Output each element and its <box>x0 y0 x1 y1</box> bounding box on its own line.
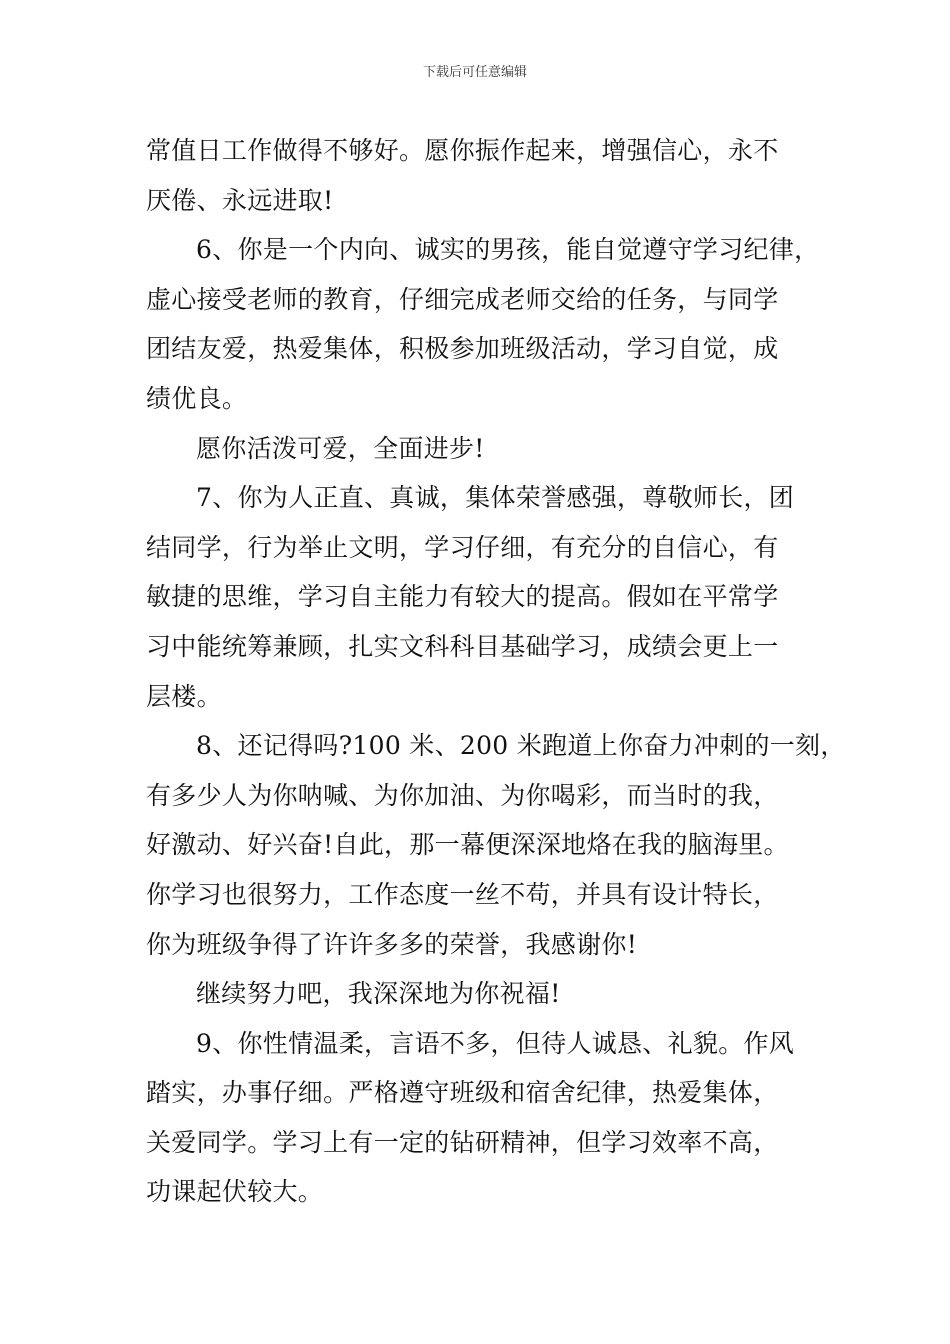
text-line: 8、还记得吗?100 米、200 米跑道上你奋力冲刺的一刻， <box>196 731 846 761</box>
text-line: 愿你活泼可爱，全面进步! <box>196 433 485 463</box>
text-line: 绩优良。 <box>146 383 248 413</box>
text-line: 结同学，行为举止文明，学习仔细，有充分的自信心，有 <box>146 532 779 562</box>
text-line: 习中能统筹兼顾，扎实文科科目基础学习，成绩会更上一 <box>146 631 779 661</box>
text-line: 你学习也很努力，工作态度一丝不苟，并具有设计特长， <box>146 879 779 909</box>
text-line: 敏捷的思维，学习自主能力有较大的提高。假如在平常学 <box>146 582 779 612</box>
text-line: 有多少人为你呐喊、为你加油、为你喝彩，而当时的我， <box>146 780 779 810</box>
text-line: 关爱同学。学习上有一定的钻研精神，但学习效率不高， <box>146 1127 779 1157</box>
text-line: 你为班级争得了许许多多的荣誉，我感谢你! <box>146 929 638 959</box>
text-line: 踏实，办事仔细。严格遵守班级和宿舍纪律，热爱集体， <box>146 1078 779 1108</box>
text-line: 功课起伏较大。 <box>146 1177 324 1207</box>
text-line: 9、你性情温柔，言语不多，但待人诚恳、礼貌。作风 <box>196 1028 795 1058</box>
text-line: 好激动、好兴奋!自此，那一幕便深深地烙在我的脑海里。 <box>146 830 789 860</box>
text-line: 继续努力吧，我深深地为你祝福! <box>196 979 561 1009</box>
text-line: 7、你为人正直、真诚，集体荣誉感强，尊敬师长，团 <box>196 483 795 513</box>
text-line: 虚心接受老师的教育，仔细完成老师交给的任务，与同学 <box>146 284 779 314</box>
text-line: 6、你是一个内向、诚实的男孩，能自觉遵守学习纪律， <box>196 235 820 265</box>
text-line: 团结友爱，热爱集体，积极参加班级活动，学习自觉，成 <box>146 334 779 364</box>
text-line: 厌倦、永远进取! <box>146 185 334 215</box>
text-line: 常值日工作做得不够好。愿你振作起来，增强信心，永不 <box>146 136 779 165</box>
page-header: 下载后可任意编辑 <box>422 65 527 80</box>
text-line: 层楼。 <box>146 681 222 711</box>
document-body <box>146 126 846 1217</box>
